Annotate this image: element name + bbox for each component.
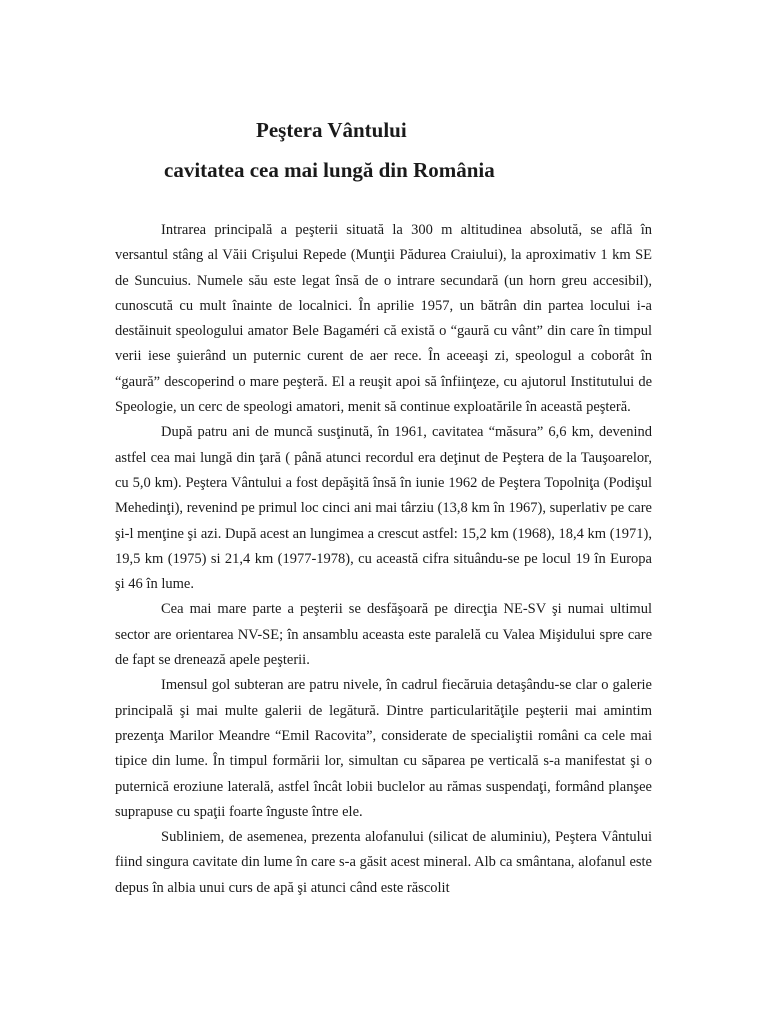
paragraph-1: Intrarea principală a peşterii situată la 300 m altitudinea absolută, se află în versantul stâng al Văii Crişului Repede (Munţii Pădurea Craiului), la aproximativ 1 km SE de Suncuius. Numele său este legat însă de o intrare secundară (un horn greu accesibil), cunoscută cu mult înainte de localnici. În aprilie 1957, un bătrân din partea locului i-a destăinuit speologului amator Bele Bagaméri că există o “gaură cu vânt” din care în timpul verii iese şuierând un puternic curent de aer rece. În aceeaşi zi, speologul a coborât în “gaură” descoperind o mare peşteră. El a reuşit apoi să înfiinţeze, cu ajutorul Institutului de Speologie, un cerc de speologi amatori, menit să continue exploatările în această peşteră. — [115, 222, 652, 416]
paragraph-5: Subliniem, de asemenea, prezenta alofanului (silicat de aluminiu), Peştera Vântului fiind singura cavitate din lume în care s-a găsit acest mineral. Alb ca smântana, alofanul este depus în albia unui curs de apă şi atunci când este răscolit — [115, 829, 652, 896]
page-title: Peştera Vântului — [256, 118, 407, 142]
paragraph-4: Imensul gol subteran are patru nivele, în cadrul fiecăruia detaşându-se clar o galerie principală şi mai multe galerii de legătură. Dintre particularităţile peşterii mai amintim prezenţa Marilor Meandre “Emil Racovita”, considerate de specialiştii români ca cele mai tipice din lume. În timpul formării lor, simultan cu săparea pe verticală s-a manifestat şi o puternică eroziune laterală, astfel încât lobii buclelor au rămas suspendaţi, formând planşee suprapuse cu spaţii foarte înguste între ele. — [115, 677, 652, 820]
document-body — [115, 218, 652, 901]
paragraph-3: Cea mai mare parte a peşterii se desfăşoară pe direcţia NE-SV şi numai ultimul sector are orientarea NV-SE; în ansamblu aceasta este paralelă cu Valea Mişidului spre care de fapt se drenează apele peşterii. — [115, 601, 652, 669]
page-subtitle: cavitatea cea mai lungă din România — [164, 158, 495, 182]
paragraph-2: După patru ani de muncă susţinută, în 1961, cavitatea “măsura” 6,6 km, devenind astfel cea mai lungă din ţară ( până atunci recordul era deţinut de Peştera de la Tauşoarelor, cu 5,0 km). Peştera Vântului a fost depăşită însă în iunie 1962 de Peştera Topolniţa (Podişul Mehedinţi), revenind pe primul loc cinci ani mai târziu (13,8 km în 1967), superlativ pe care şi-l menţine şi azi. După acest an lungimea a crescut astfel: 15,2 km (1968), 18,4 km (1971), 19,5 km (1975) si 21,4 km (1977-1978), cu această cifra situându-se pe locul 19 în Europa şi 46 în lume. — [115, 424, 652, 593]
